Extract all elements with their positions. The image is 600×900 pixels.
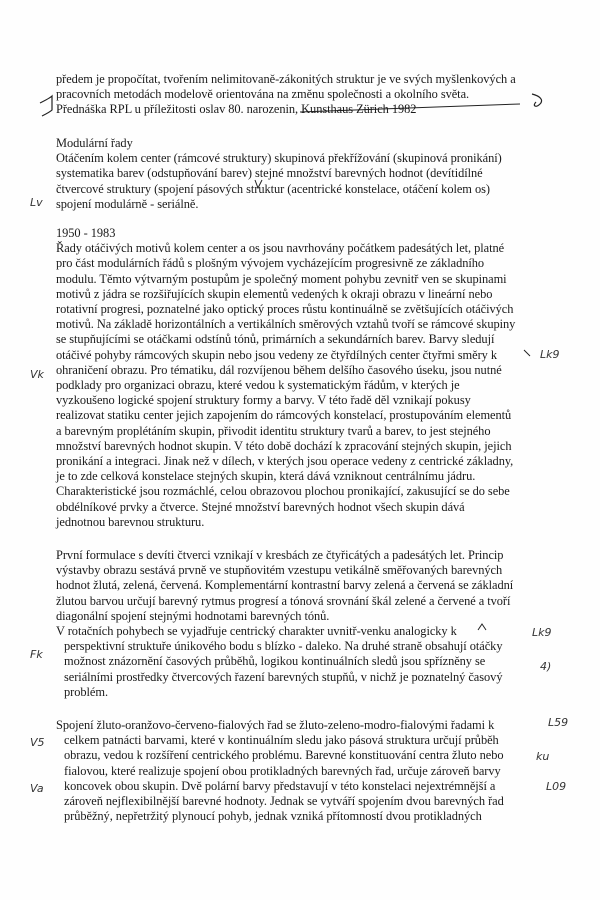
margin-annotation: Lk9 [540, 348, 560, 361]
margin-annotation: L09 [546, 780, 567, 793]
body-line: perspektivní struktuře únikového bodu s blízko - daleko. Na druhé straně obsahují otáčky [64, 639, 503, 654]
section-spojeni [56, 718, 556, 824]
margin-annotation: L59 [548, 716, 569, 729]
body-line: spojení modulárně - seriálně. [56, 196, 199, 211]
body-line: žlutou barvou určují barevný rytmus progresí a tónová srovnání škál zelené a červené a tvoří [56, 593, 511, 608]
body-line: je to zde celková konstelace stejných skupin, která dává vzniknout centrálnímu jádru. [56, 469, 476, 484]
margin-annotation: Lk9 [532, 626, 552, 639]
bracket-left-mark [40, 96, 52, 116]
body-line: diagonální spojení stejnými hodnotami barevných tónů. [56, 608, 330, 623]
body-line: ohraničení obrazu. Pro tématiku, dál rozvíjenou během delšího časového úseku, jsou nutné [56, 362, 502, 377]
body-line: koncovek obou skupin. Dvě polární barvy představují v této konstelaci nejextrémnější a [64, 778, 496, 793]
body-line: seriálními prostředky čtvercových řazení barevných stupňů, v nichž je poznatelný časový [64, 669, 503, 684]
body-line: Spojení žluto-oranžovo-červeno-fialových řad se žluto-zeleno-modro-fialovými řadami k [56, 718, 495, 732]
margin-annotation: V5 [30, 736, 45, 749]
body-line: pronikání a integraci. Jinak než v dílech, v kterých jsou operace vedeny z centrické základny, [56, 454, 514, 469]
section-1950 [56, 226, 556, 530]
body-line: hodnot žlutá, zelená, červená. Komplementární kontrastní barvy zelená a červená se základní [56, 578, 514, 593]
body-line: celkem patnácti barvami, které v kontinuálním sledu jako pásová struktura určují průběh [64, 733, 499, 748]
body-line: a barevným proplétáním skupin, přivodit identitu struktury tvarů a barev, to jest stejného [56, 423, 491, 438]
body-line: vyzkoušeno logické spojení struktury formy a barvy. V této řadě děl vznikají pokusy [56, 393, 471, 408]
body-line: podklady pro organizaci obrazu, které vedou k systematickým řádům, v kterých je [56, 378, 460, 393]
body-line: Otáčením kolem center (rámcové struktury) skupinová překřížování (skupinová pronikání) [56, 151, 502, 166]
section-first-formulation [56, 548, 556, 702]
margin-annotation: Vk [30, 368, 44, 381]
body-line: jednotnou barevnou strukturu. [56, 514, 205, 529]
section-heading: 1950 - 1983 [56, 226, 116, 240]
section-heading: Modulární řady [56, 136, 133, 150]
body-line: výstavby obrazu sestává prvně ve stupňovitém vzestupu vetikálně směřovaných barevných [56, 563, 503, 578]
margin-annotation: ku [536, 750, 550, 763]
body-line: Řady otáčivých motivů kolem center a os jsou navrhovány počátkem padesátých let, platné [56, 241, 505, 256]
margin-annotation: Fk [30, 648, 43, 661]
body-line: zároveň nejflexibilnější barevné hodnoty. Jednak se vytváří spojením dvou barevných řad [64, 794, 504, 809]
body-line: Charakteristické jsou rozmáchlé, celou obrazovou plochou pronikající, zakusující se do sebe [56, 484, 510, 499]
body-line: průběžný, nepřetržitý plynoucí pohyb, jednak vzniká přítomností dvou protikladných [64, 809, 482, 824]
margin-annotation: 4) [540, 660, 552, 673]
body-line: fialovou, které realizuje spojení obou protikladných barevných řad, určuje zároveň barvy [64, 763, 501, 778]
body-line: otáčivé pohyby rámcových skupin nebo jsou vedeny ze čtyřdílných center čtyřmi směry k [56, 347, 497, 362]
body-line: systematika barev (odstupňování barev) stejné množství barevných hodnot (devítidílné [56, 166, 483, 181]
body-line: obrazu, vedou k rozšíření centrického problému. Barevné konstituování centra žluto nebo [64, 748, 504, 763]
body-line: V rotačních pohybech se vyjadřuje centrický charakter uvnitř-venku analogicky k [56, 624, 457, 639]
body-line: pro část modulárních řádů s plošným vývojem vycházejícím progresivně ze základního [56, 256, 485, 271]
body-line: množství barevných hodnot skupin. V této době dochází k zpracování stejných skupin, jejich [56, 438, 512, 453]
intro-line: Přednáška RPL u příležitosti oslav 80. narozenin, Kunsthaus Zürich 1982 [56, 102, 417, 117]
intro-line: předem je propočítat, tvořením nelimitovaně-zákonitých struktur je ve svých myšlenkových a [56, 72, 516, 86]
body-line: První formulace s devíti čtverci vznikají v kresbách ze čtyřicátých a padesátých let. Princip [56, 548, 504, 562]
margin-annotation: Va [30, 782, 44, 795]
body-line: se stupňujícími se otáčkami odstínů tónů, primárních a sekundárních barev. Barvy sledují [56, 332, 495, 347]
body-line: možnost znázornění časových průběhů, logikou kontinuálních sledů jsou spřízněny se [64, 654, 486, 669]
body-line: obdélníkové prvky a čtverce. Stejné množství barevných hodnot všech skupin dává [56, 499, 465, 514]
body-line: modulu. Těmto výtvarným postupům je společný moment pohybu zevnitř ven se skupinami [56, 271, 507, 286]
body-line: motivů. Na základě horizontálních a vertikálních směrových vztahů tvoří se rámcové skupiny [56, 317, 516, 332]
body-line: rotativní progresi, poznatelné jako optický proces růstu kontinuálně se zvětšujících otáčivých [56, 302, 514, 317]
intro-line: pracovních metodách modelově orientována na změnu společnosti a okolního světa. [56, 87, 470, 102]
body-line: motivů z jádra se rozšiřujících skupin elementů vedených k okraji obrazu v lineární nebo [56, 286, 493, 301]
margin-annotation: Lv [30, 196, 43, 209]
section-modular [56, 136, 556, 212]
body-line: realizovat statiku center jejich zapojením do rámcových konstelací, prostupováním elementů [56, 408, 512, 423]
body-line: problém. [64, 684, 108, 699]
body-line: čtvercové struktury (spojení pásových struktur (acentrické konstelace, otáčení kolem os) [56, 181, 490, 196]
intro-block [56, 72, 556, 118]
